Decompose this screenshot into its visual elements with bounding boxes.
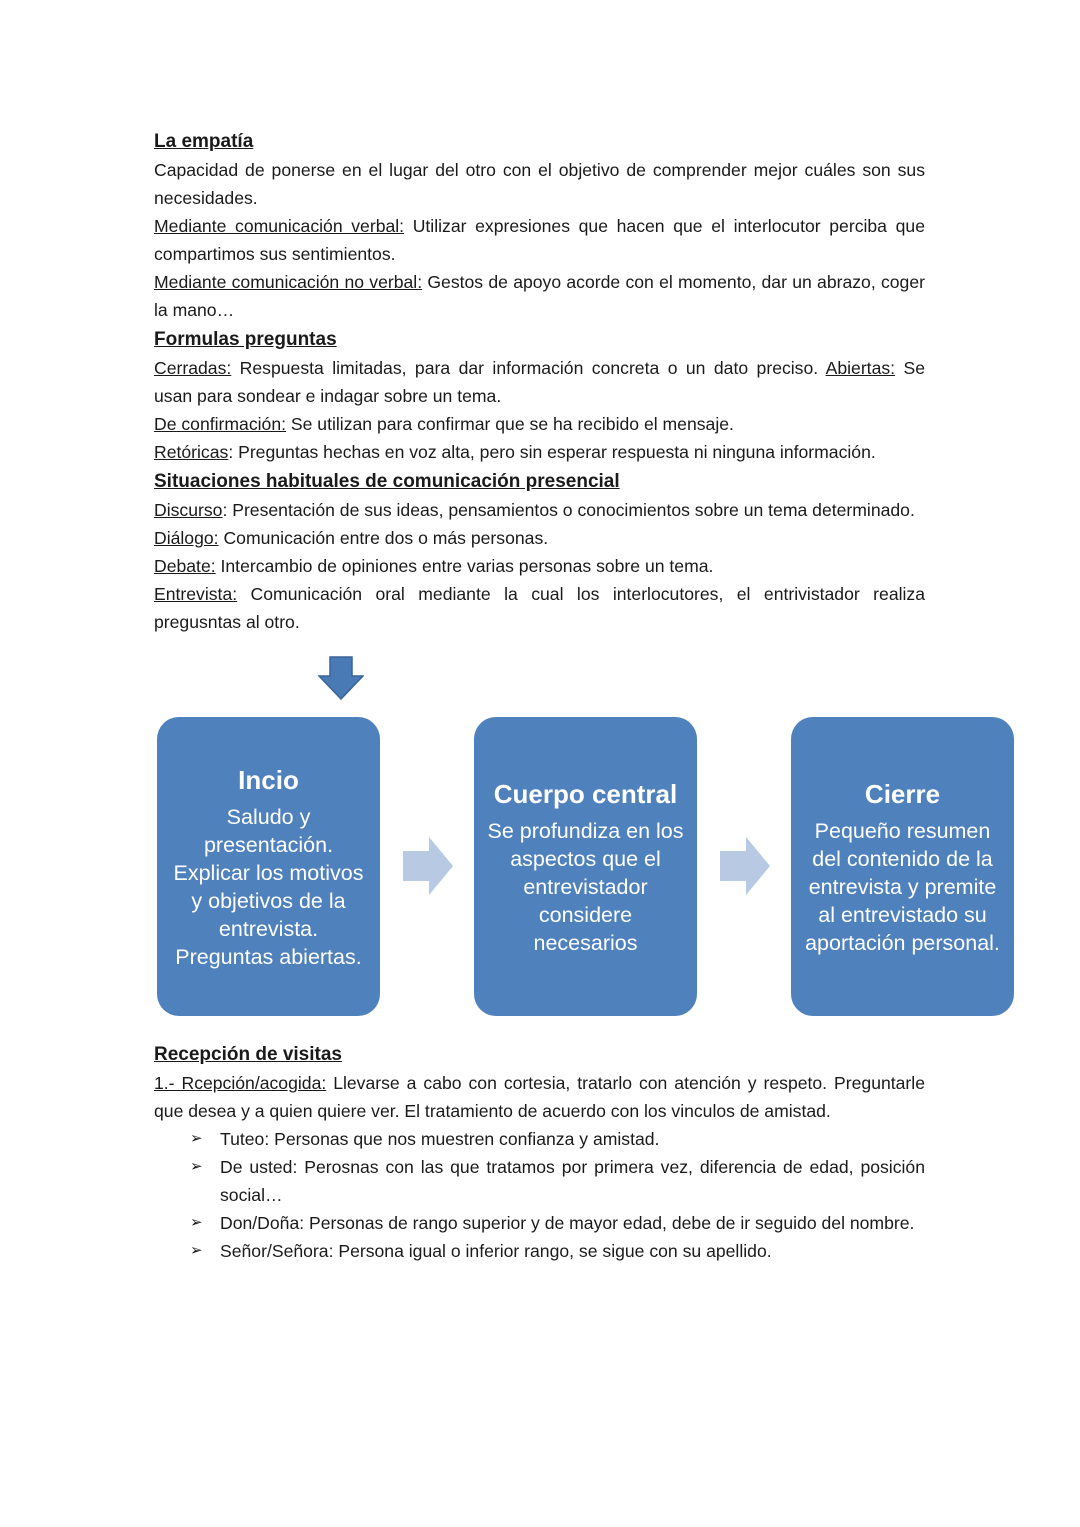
discurso-text: : Presentación de sus ideas, pensamientos o conocimientos sobre un tema determinado. (222, 500, 915, 520)
debate-label: Debate: (154, 556, 216, 576)
cerradas-text: Respuesta limitadas, para dar información concreta o un dato preciso. (231, 358, 826, 378)
box-cuerpo-body: Se profundiza en los aspectos que el entrevistador considere necesarios (487, 818, 684, 955)
situaciones-discurso (154, 496, 925, 524)
retoricas-text: : Preguntas hechas en voz alta, pero sin esperar respuesta ni ninguna información. (228, 442, 876, 462)
list-item: ➢ Tuteo: Personas que nos muestren confianza y amistad. (190, 1125, 925, 1153)
abiertas-text: Se usan para sondear e indagar sobre un tema. (154, 358, 925, 406)
arrow-bullet-icon: ➢ (190, 1242, 203, 1259)
section-visitas (154, 1041, 925, 1265)
empatia-noverbal (154, 268, 925, 324)
heading-empatia: La empatía (154, 131, 254, 152)
down-arrow-icon (318, 656, 364, 700)
confirmacion-label: De confirmación: (154, 414, 287, 434)
visitas-step1 (154, 1069, 925, 1125)
diagram-box-inicio (157, 717, 380, 1016)
list-item: ➢ Don/Doña: Personas de rango superior y de mayor edad, debe de ir seguido del nombre. (190, 1209, 925, 1237)
preguntas-confirmacion (154, 410, 925, 438)
arrow-bullet-icon: ➢ (190, 1158, 203, 1175)
section-empatia (154, 128, 925, 636)
bullet-list (154, 1125, 925, 1265)
right-arrow-icon (720, 837, 770, 895)
box-cierre-title: Cierre (864, 778, 941, 809)
arrow-bullet-icon: ➢ (190, 1214, 203, 1231)
dialogo-label: Diálogo: (154, 528, 219, 548)
list-item: ➢ De usted: Perosnas con las que tratamos por primera vez, diferencia de edad, posición social… (190, 1153, 925, 1209)
verbal-text: Utilizar expresiones que hacen que el interlocutor perciba que compartimos sus sentimientos. (154, 216, 925, 264)
cerradas-label: Cerradas: (154, 358, 232, 378)
dialogo-text: Comunicación entre dos o más personas. (218, 528, 549, 548)
discurso-label: Discurso (154, 500, 223, 520)
situaciones-entrevista (154, 580, 925, 636)
preguntas-retoricas (154, 438, 925, 466)
debate-text: Intercambio de opiniones entre varias personas sobre un tema. (215, 556, 714, 576)
preguntas-cerradas (154, 354, 925, 410)
retoricas-label: Retóricas (154, 442, 229, 462)
box-inicio-title: Incio (238, 764, 299, 795)
box-cierre-body: Pequeño resumen del contenido de la entrevista y premite al entrevistado su aportación personal. (805, 818, 1000, 955)
heading-visitas: Recepción de visitas (154, 1044, 342, 1065)
verbal-label: Mediante comunicación verbal: (154, 216, 405, 236)
heading-preguntas: Formulas preguntas (154, 329, 337, 350)
entrevista-label: Entrevista: (154, 584, 238, 604)
abiertas-label: Abiertas: (825, 358, 896, 378)
arrow-bullet-icon: ➢ (190, 1130, 203, 1147)
confirmacion-text: Se utilizan para confirmar que se ha recibido el mensaje. (286, 414, 734, 434)
empatia-definition: Capacidad de ponerse en el lugar del otro con el objetivo de comprender mejor cuáles son sus necesidades. (154, 160, 925, 208)
noverbal-text: Gestos de apoyo acorde con el momento, dar un abrazo, coger la mano… (154, 272, 925, 320)
heading-situaciones: Situaciones habituales de comunicación presencial (154, 471, 620, 492)
diagram-box-cierre (791, 717, 1014, 1016)
empatia-verbal (154, 212, 925, 268)
right-arrow-icon (403, 837, 453, 895)
situaciones-debate (154, 552, 925, 580)
list-item: ➢ Señor/Señora: Persona igual o inferior rango, se sigue con su apellido. (190, 1237, 925, 1265)
step1-text: Llevarse a cabo con cortesia, tratarlo con atención y respeto. Preguntarle que desea y a quien quiere ver. El tratamiento de acuerdo con los vinculos de amistad. (154, 1073, 925, 1121)
situaciones-dialogo (154, 524, 925, 552)
entrevista-text: Comunicación oral mediante la cual los interlocutores, el entrivistador realiza pregusntas al otro. (154, 584, 925, 632)
box-cuerpo-title: Cuerpo central (493, 778, 678, 809)
diagram-box-cuerpo (474, 717, 697, 1016)
noverbal-label: Mediante comunicación no verbal: (154, 272, 423, 292)
box-inicio-body: Saludo y presentación. Explicar los motivos y objetivos de la entrevista. Preguntas abiertas. (173, 804, 364, 969)
step1-label: 1.- Rcepción/acogida: (154, 1073, 327, 1093)
